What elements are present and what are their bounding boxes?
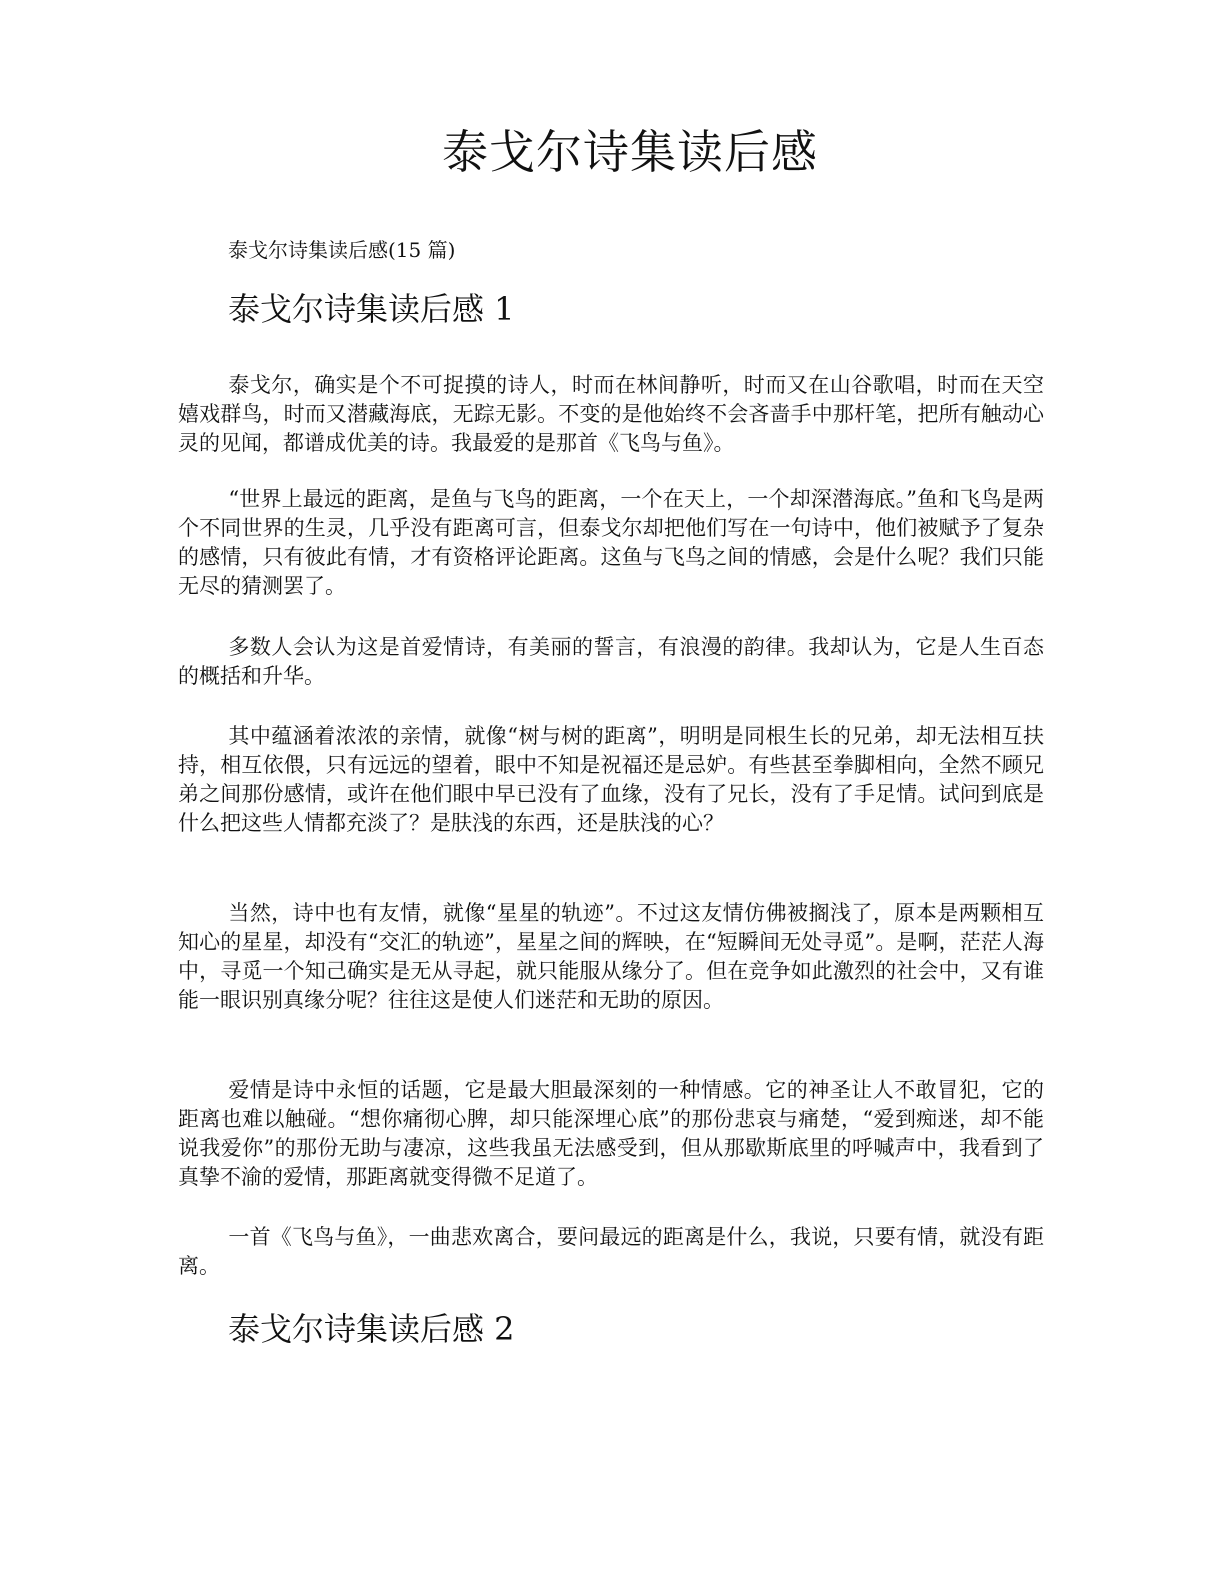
paragraph: 泰戈尔，确实是个不可捉摸的诗人，时而在林间静听，时而又在山谷歌唱，时而在天空嬉戏群鸟，时而又潜藏海底，无踪无影。不变的是他始终不会吝啬手中那杆笔，把所有触动心灵的见闻，都谱成优美的诗。我最爱的是那首《飞鸟与鱼》。	[178, 373, 1044, 455]
paragraph: “世界上最远的距离，是鱼与飞鸟的距离，一个在天上，一个却深潜海底。”鱼和飞鸟是两个不同世界的生灵，几乎没有距离可言，但泰戈尔却把他们写在一句诗中，他们被赋予了复杂的感情，只有彼此有情，才有资格评论距离。这鱼与飞鸟之间的情感，会是什么呢？我们只能无尽的猜测罢了。	[178, 487, 1044, 598]
section-heading-1: 泰戈尔诗集读后感 1	[228, 290, 515, 328]
paragraph: 多数人会认为这是首爱情诗，有美丽的誓言，有浪漫的韵律。我却认为，它是人生百态的概括和升华。	[178, 635, 1044, 688]
section-heading-2: 泰戈尔诗集读后感 2	[228, 1310, 515, 1348]
document-subtitle: 泰戈尔诗集读后感(15 篇)	[228, 238, 456, 262]
paragraph: 爱情是诗中永恒的话题，它是最大胆最深刻的一种情感。它的神圣让人不敢冒犯，它的距离也难以触碰。“想你痛彻心脾，却只能深埋心底”的那份悲哀与痛楚，“爱到痴迷，却不能说我爱你”的那份无助与凄凉，这些我虽无法感受到，但从那歇斯底里的呼喊声中，我看到了真挚不渝的爱情，那距离就变得微不足道了。	[178, 1078, 1044, 1189]
paragraph: 其中蕴涵着浓浓的亲情，就像“树与树的距离”，明明是同根生长的兄弟，却无法相互扶持，相互依偎，只有远远的望着，眼中不知是祝福还是忌妒。有些甚至拳脚相向，全然不顾兄弟之间那份感情，或许在他们眼中早已没有了血缘，没有了兄长，没有了手足情。试问到底是什么把这些人情都充淡了？是肤浅的东西，还是肤浅的心？	[178, 724, 1044, 835]
document-title: 泰戈尔诗集读后感	[442, 125, 818, 179]
paragraph: 一首《飞鸟与鱼》，一曲悲欢离合，要问最远的距离是什么，我说，只要有情，就没有距离。	[178, 1225, 1044, 1278]
paragraph: 当然，诗中也有友情，就像“星星的轨迹”。不过这友情仿佛被搁浅了，原本是两颗相互知心的星星，却没有“交汇的轨迹”，星星之间的辉映，在“短瞬间无处寻觅”。是啊，茫茫人海中，寻觅一个知己确实是无从寻起，就只能服从缘分了。但在竞争如此激烈的社会中，又有谁能一眼识别真缘分呢？往往这是使人们迷茫和无助的原因。	[178, 901, 1044, 1012]
